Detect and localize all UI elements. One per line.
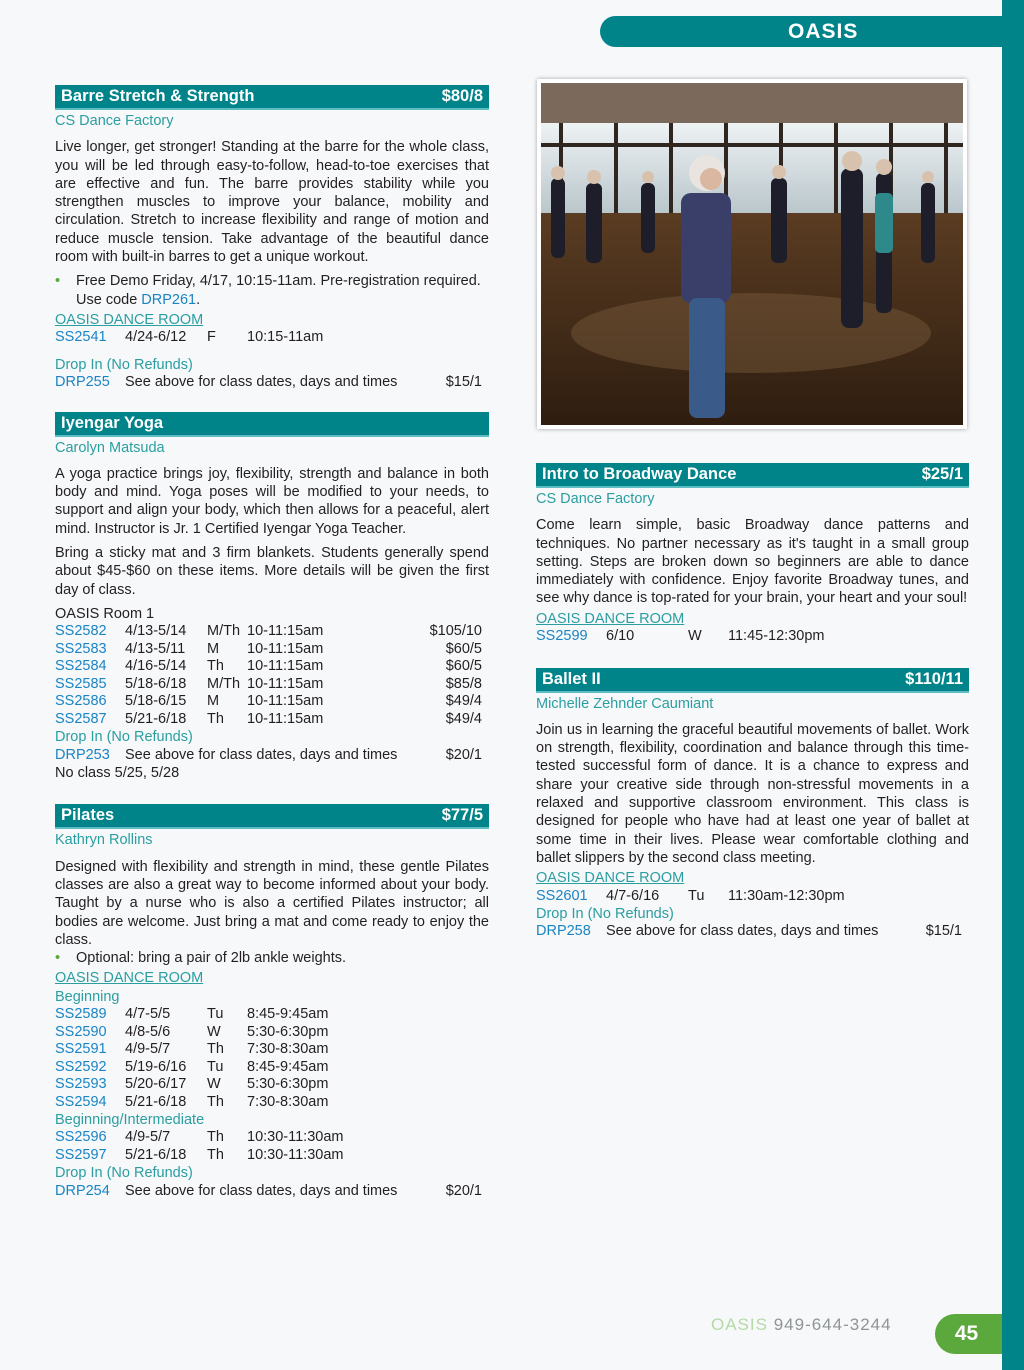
- session-price: $85/8: [445, 675, 482, 692]
- session-dates: 4/24-6/12: [125, 329, 187, 346]
- dropin-desc: See above for class dates, days and times: [125, 1182, 398, 1199]
- course-description-2: Bring a sticky mat and 3 firm blankets. Students generally spend about $45-$60 on these items. More details will be given the first day of class.: [55, 545, 489, 598]
- session-day: Th: [207, 1093, 224, 1110]
- session-dates: 5/21-6/18: [125, 1146, 187, 1163]
- session-day: M: [207, 640, 220, 657]
- session-time: 11:45-12:30pm: [728, 628, 825, 645]
- course-description: Live longer, get stronger! Standing at the barre for the whole class, you will be led through easy-to-follow, head-to-toe exercises that are effective and fun. The barre provides stability while you strengthen muscles to improve your balance, mobility and circulation. Stretch to increase flexibility and range of motion and reduce muscle tension. Take advantage of the beautiful dance room with built-in barres to get a unique workout.: [55, 139, 489, 266]
- session-row: [55, 711, 489, 729]
- session-row: [55, 676, 489, 694]
- schedule-note: No class 5/25, 5/28: [55, 765, 180, 782]
- dropin-row: [55, 1183, 489, 1201]
- left-column: [55, 85, 489, 1200]
- dropin-price: $20/1: [445, 1182, 482, 1199]
- dropin-code[interactable]: DRP254: [55, 1182, 110, 1199]
- session-time: 7:30-8:30am: [247, 1041, 329, 1057]
- iyengar-header: [55, 412, 489, 437]
- session-time: 11:30am-12:30pm: [728, 887, 845, 904]
- session-day: W: [207, 1023, 221, 1040]
- bullet-text: Free Demo Friday, 4/17, 10:15-11am. Pre-registration required. Use code: [76, 273, 481, 308]
- session-row: [536, 628, 969, 646]
- ballet-header: [536, 668, 969, 693]
- dropin-price: $20/1: [445, 746, 482, 763]
- course-price: $77/5: [441, 806, 483, 825]
- course-description: Designed with flexibility and strength in mind, these gentle Pilates classes are also a great way to become informed about your body. Taught by a nurse who is also a certified Pilates instructor; all bodies are welcome. Just bring a mat and come ready to enjoy the class.: [55, 858, 489, 948]
- session-row: [55, 623, 489, 641]
- location: OASIS Room 1: [55, 605, 155, 622]
- course-description: A yoga practice brings joy, flexibility, strength and balance in both body and mind. Yoga poses will be modified to your needs, to support and align your body, which then allows for a peaceful, alert mind. Instructor is Jr. 1 Certified Iyengar Yoga Teacher.: [55, 465, 489, 537]
- session-day: M: [207, 693, 220, 710]
- course-title: Intro to Broadway Dance: [542, 465, 737, 483]
- session-code[interactable]: SS2585: [55, 675, 107, 692]
- session-dates: 4/7-5/5: [125, 1006, 171, 1022]
- session-row: [55, 641, 489, 659]
- session-code[interactable]: SS2597: [55, 1146, 107, 1163]
- session-day: M/Th: [207, 623, 241, 640]
- session-time: 10:30-11:30am: [247, 1129, 344, 1146]
- session-dates: 5/19-6/16: [125, 1058, 187, 1075]
- session-time: 8:45-9:45am: [247, 1006, 329, 1022]
- dropin-row: [55, 747, 489, 765]
- session-day: Th: [207, 1041, 224, 1057]
- dropin-desc: See above for class dates, days and times: [125, 374, 398, 391]
- session-time: 10-11:15am: [247, 623, 324, 640]
- session-time: 5:30-6:30pm: [247, 1023, 329, 1040]
- pilates-header: [55, 804, 489, 829]
- session-day: Th: [207, 710, 224, 727]
- session-row: [55, 1147, 489, 1165]
- session-dates: 5/18-6/15: [125, 693, 187, 710]
- dropin-price: $15/1: [925, 923, 962, 940]
- session-code[interactable]: SS2589: [55, 1006, 107, 1022]
- session-row: [55, 1129, 489, 1147]
- location-link[interactable]: OASIS DANCE ROOM: [55, 311, 204, 328]
- dropin-row: [55, 374, 489, 392]
- demo-bullet: [55, 272, 489, 309]
- session-row: [55, 658, 489, 676]
- session-code[interactable]: SS2583: [55, 640, 107, 657]
- session-code[interactable]: SS2593: [55, 1076, 107, 1092]
- dropin-code[interactable]: DRP253: [55, 746, 110, 763]
- footer-phone: 949-644-3244: [773, 1315, 892, 1334]
- bullet-suffix: .: [196, 291, 201, 308]
- session-price: $49/4: [445, 710, 482, 727]
- session-row: [55, 1059, 489, 1077]
- instructor-name: Kathryn Rollins: [55, 832, 153, 849]
- session-day: Tu: [207, 1006, 224, 1022]
- course-price: $110/11: [905, 669, 963, 688]
- session-price: $105/10: [429, 623, 482, 640]
- footer-brand: OASIS: [711, 1315, 768, 1334]
- instructor-name: Michelle Zehnder Caumiant: [536, 695, 714, 712]
- weights-bullet: • Optional: bring a pair of 2lb ankle weights.: [55, 949, 489, 967]
- session-day: Tu: [207, 1058, 224, 1075]
- session-time: 10-11:15am: [247, 693, 324, 710]
- session-day: Th: [207, 658, 224, 675]
- session-code[interactable]: SS2584: [55, 658, 107, 675]
- session-price: $60/5: [445, 640, 482, 657]
- course-title: Ballet II: [542, 669, 601, 688]
- session-row: [536, 888, 969, 906]
- course-description: Come learn simple, basic Broadway dance patterns and techniques. No partner necessary as it's taught in a small group setting. Steps are broken down so beginners are able to dance immediately with confidence. Enjoy favorite Broadway tunes, and see why dance is top-rated for your brain, your heart and your soul!: [536, 517, 969, 607]
- section-tab: OASIS: [600, 16, 1002, 47]
- session-time: 5:30-6:30pm: [247, 1076, 329, 1092]
- level-label: Beginning/Intermediate: [55, 1112, 205, 1128]
- session-code[interactable]: SS2596: [55, 1129, 107, 1146]
- session-dates: 5/20-6/17: [125, 1076, 187, 1092]
- session-code[interactable]: SS2586: [55, 693, 107, 710]
- session-row: [55, 1024, 489, 1042]
- session-code[interactable]: SS2601: [536, 887, 588, 904]
- session-time: 10-11:15am: [247, 675, 324, 692]
- barre-header: [55, 85, 489, 110]
- session-day: F: [207, 329, 216, 346]
- session-row: [55, 1094, 489, 1112]
- dropin-row: [536, 923, 969, 941]
- session-code[interactable]: SS2594: [55, 1093, 107, 1110]
- session-code[interactable]: SS2592: [55, 1058, 107, 1075]
- session-time: 10:15-11am: [247, 329, 324, 346]
- dropin-desc: See above for class dates, days and times: [125, 746, 398, 763]
- session-dates: 4/7-6/16: [606, 887, 660, 904]
- location-link[interactable]: OASIS DANCE ROOM: [536, 610, 685, 627]
- course-price: $80/8: [441, 87, 483, 105]
- session-row: [55, 1006, 489, 1024]
- level-label: Beginning: [55, 988, 120, 1005]
- footer-contact: [711, 1315, 892, 1335]
- course-price: $25/1: [921, 465, 963, 483]
- dropin-label: Drop In (No Refunds): [55, 356, 193, 373]
- session-dates: 4/9-5/7: [125, 1041, 171, 1057]
- session-day: Tu: [688, 887, 705, 904]
- demo-code: DRP261: [141, 291, 197, 308]
- dance-class-illustration: [541, 83, 963, 425]
- session-dates: 4/9-5/7: [125, 1129, 171, 1146]
- course-title: Pilates: [61, 806, 115, 825]
- session-row: [55, 1041, 489, 1059]
- session-dates: 4/8-5/6: [125, 1023, 171, 1040]
- dropin-code[interactable]: DRP255: [55, 374, 110, 391]
- session-list: [55, 623, 489, 728]
- course-title: Iyengar Yoga: [61, 413, 164, 432]
- location-link[interactable]: OASIS DANCE ROOM: [536, 870, 685, 887]
- session-time: 7:30-8:30am: [247, 1093, 329, 1110]
- dropin-label: Drop In (No Refunds): [536, 906, 674, 923]
- dance-class-photo: [537, 79, 967, 429]
- broadway-header: [536, 463, 969, 488]
- instructor-name: CS Dance Factory: [536, 491, 655, 507]
- right-edge-bar: [1002, 0, 1024, 1370]
- session-code[interactable]: SS2541: [55, 329, 107, 346]
- session-list: [55, 1006, 489, 1111]
- session-time: 8:45-9:45am: [247, 1058, 329, 1075]
- session-time: 10-11:15am: [247, 640, 324, 657]
- dropin-label: Drop In (No Refunds): [55, 729, 193, 746]
- session-dates: 6/10: [606, 628, 635, 645]
- session-day: Th: [207, 1146, 224, 1163]
- session-price: $60/5: [445, 658, 482, 675]
- session-day: W: [207, 1076, 221, 1092]
- page-number: 45: [935, 1314, 1002, 1354]
- dropin-desc: See above for class dates, days and times: [606, 923, 879, 940]
- session-code[interactable]: SS2591: [55, 1041, 107, 1057]
- course-description: Join us in learning the graceful beautiful movements of ballet. Work on strength, flexibility, coordination and balance through this time-tested successful form of dance. It is a chance to express and share your creative side through non-stressful movements in a relaxed and supportive classroom environment. This class is designed for people who have had at least one year of ballet at some time in their lives. Please wear comfortable clothing and ballet slippers by the second class meeting.: [536, 721, 969, 866]
- session-time: 10:30-11:30am: [247, 1146, 344, 1163]
- session-dates: 5/21-6/18: [125, 710, 187, 727]
- session-time: 10-11:15am: [247, 710, 324, 727]
- dropin-code[interactable]: DRP258: [536, 923, 591, 940]
- session-dates: 5/18-6/18: [125, 675, 187, 692]
- course-title: Barre Stretch & Strength: [61, 87, 255, 105]
- session-dates: 4/13-5/11: [125, 640, 186, 657]
- session-day: W: [688, 628, 702, 645]
- session-dates: 4/16-5/14: [125, 658, 187, 675]
- session-row: [55, 1076, 489, 1094]
- session-code[interactable]: SS2582: [55, 623, 107, 640]
- session-dates: 4/13-5/14: [125, 623, 187, 640]
- dropin-price: $15/1: [445, 374, 482, 391]
- instructor-name: CS Dance Factory: [55, 113, 174, 129]
- session-time: 10-11:15am: [247, 658, 324, 675]
- right-column: [536, 463, 969, 941]
- session-day: M/Th: [207, 675, 241, 692]
- session-code[interactable]: SS2590: [55, 1023, 107, 1040]
- location-link[interactable]: OASIS DANCE ROOM: [55, 970, 204, 987]
- session-list: [55, 1129, 489, 1164]
- session-code[interactable]: SS2599: [536, 628, 588, 645]
- session-price: $49/4: [445, 693, 482, 710]
- session-row: [55, 693, 489, 711]
- instructor-name: Carolyn Matsuda: [55, 439, 165, 456]
- session-day: Th: [207, 1129, 224, 1146]
- session-code[interactable]: SS2587: [55, 710, 107, 727]
- session-row: [55, 329, 489, 347]
- dropin-label: Drop In (No Refunds): [55, 1165, 193, 1182]
- session-dates: 5/21-6/18: [125, 1093, 187, 1110]
